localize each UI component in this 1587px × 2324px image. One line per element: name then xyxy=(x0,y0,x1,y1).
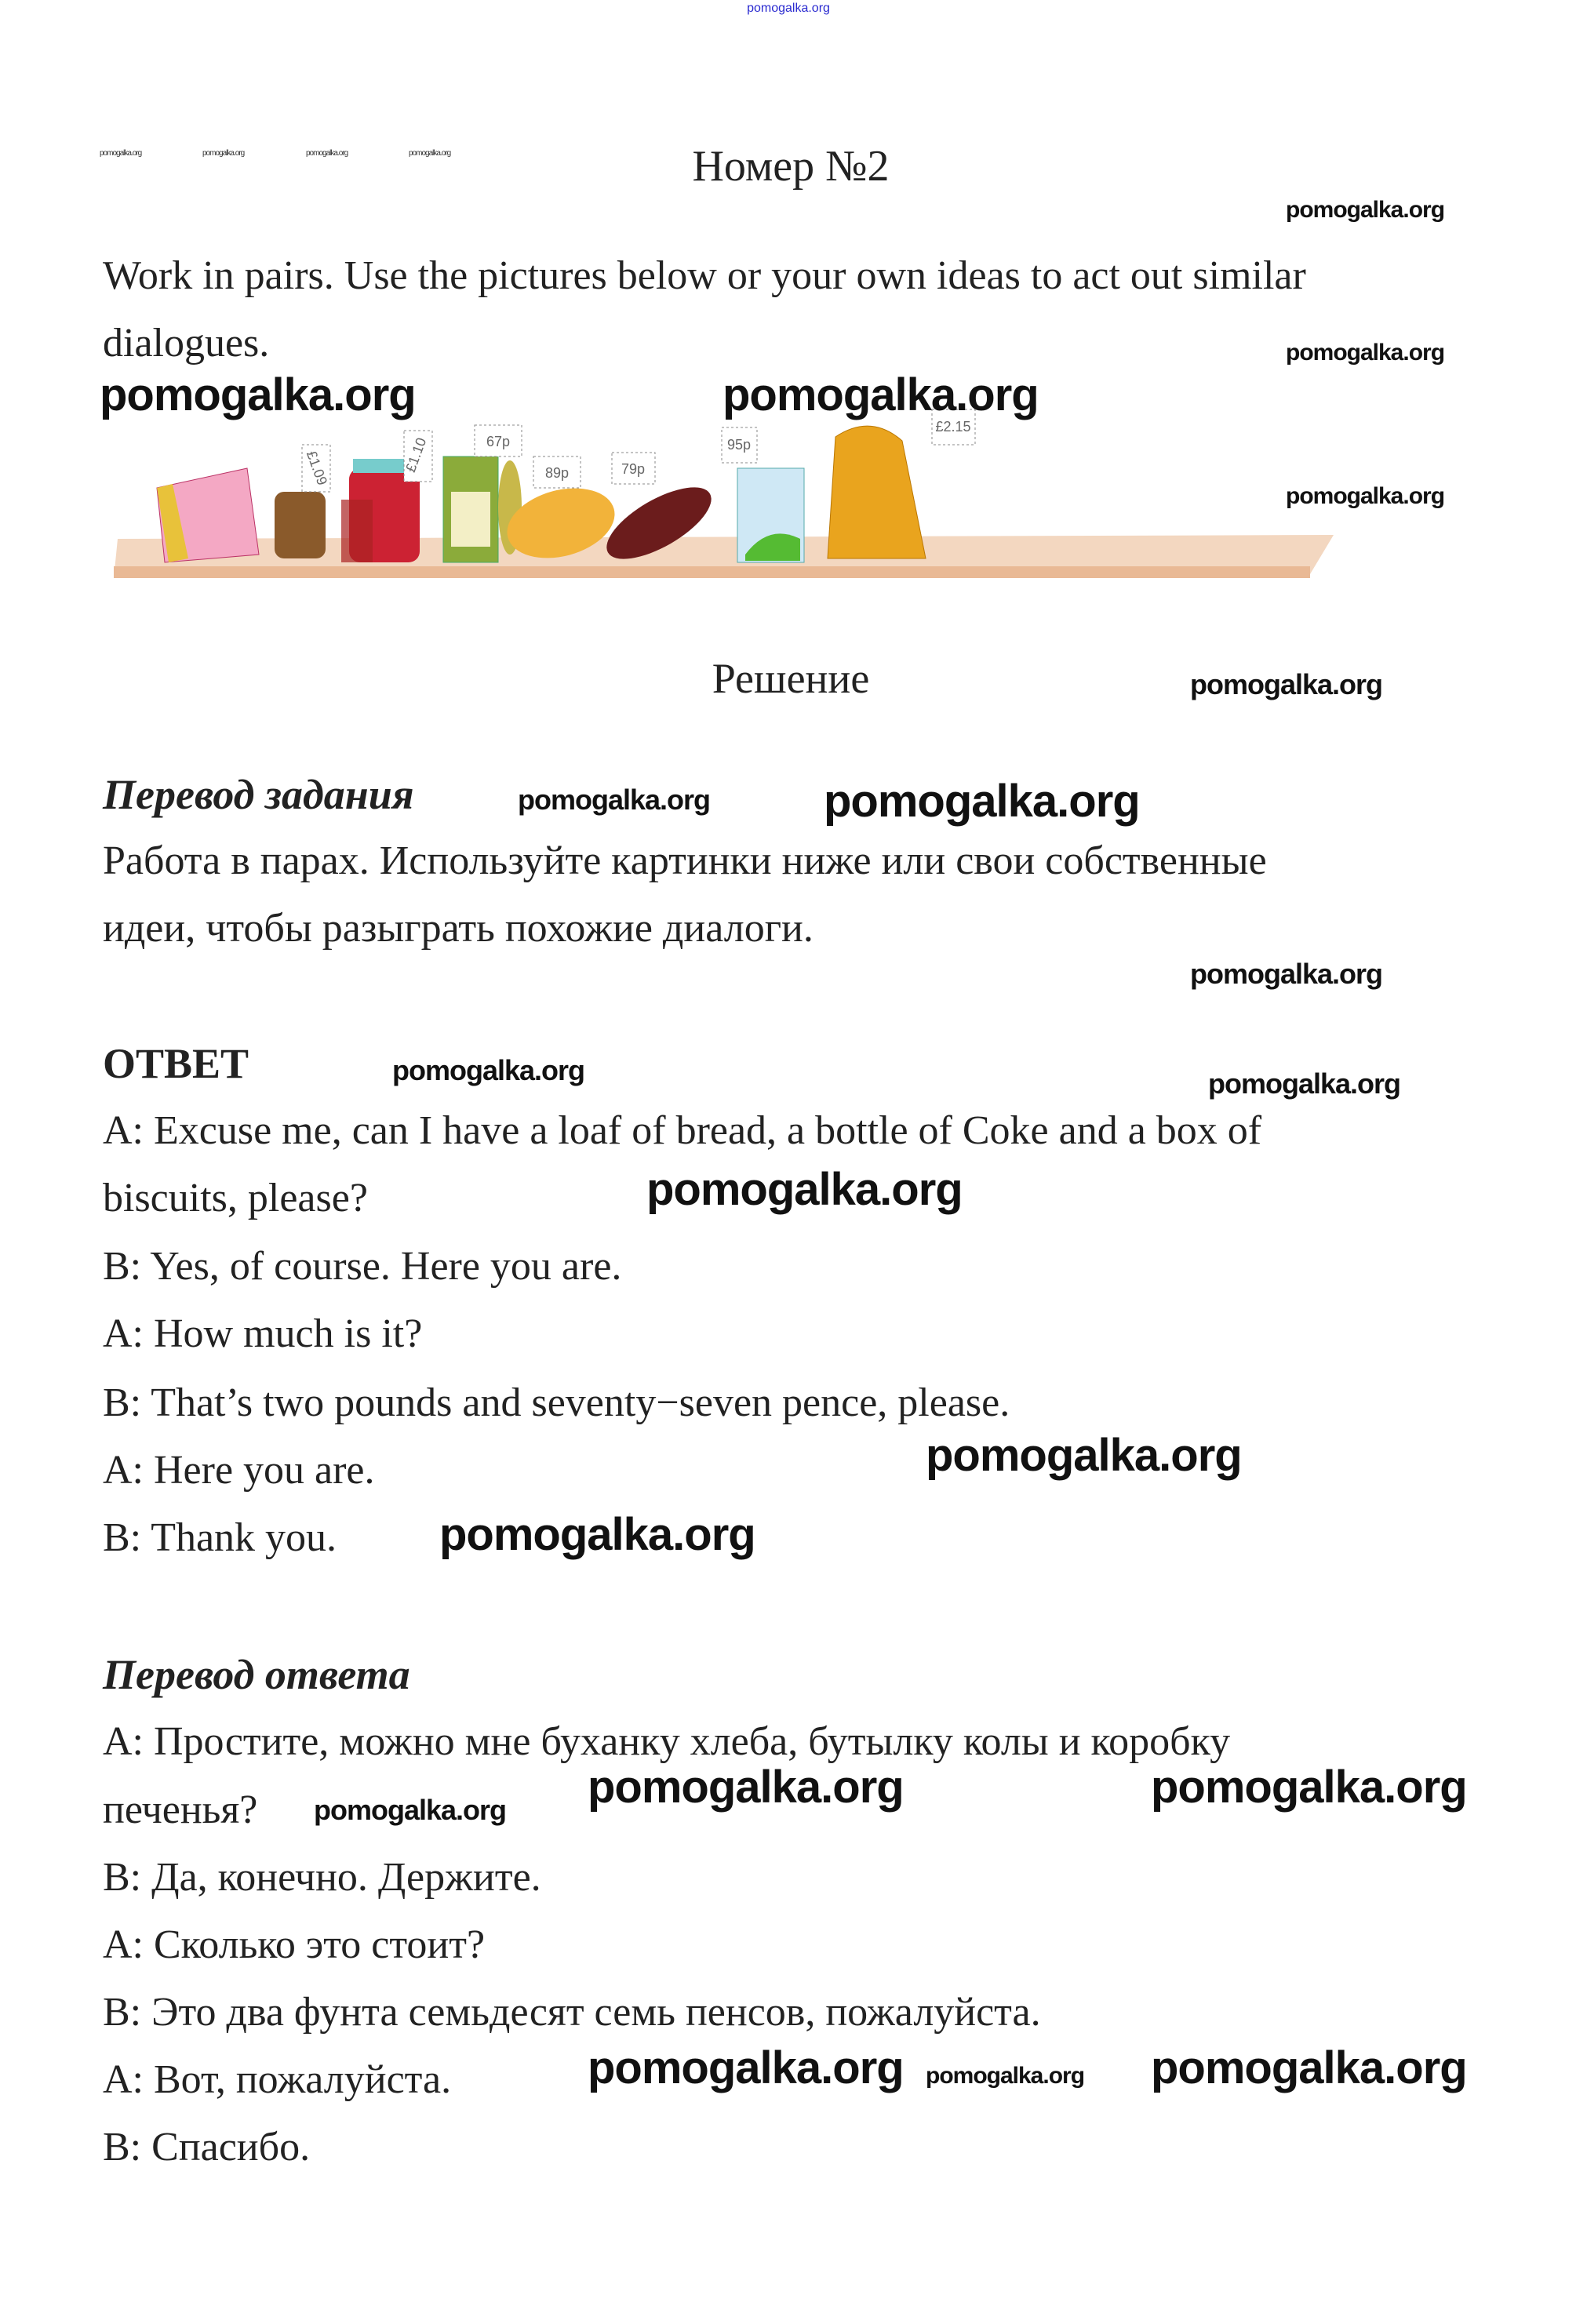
translation-line: B: Спасибо. xyxy=(103,2125,311,2169)
task-translation-heading: Перевод задания xyxy=(103,771,414,818)
task-text-line1: Work in pairs. Use the pictures below or your own ideas to act out similar xyxy=(103,253,1306,298)
watermark: pomogalka.org xyxy=(100,149,142,158)
watermark: pomogalka.org xyxy=(1208,1067,1401,1100)
price-tag-label: 95p xyxy=(726,437,752,453)
translation-line: A: Вот, пожалуйста. xyxy=(103,2057,452,2102)
answer-line: A: How much is it? xyxy=(103,1311,423,1356)
answer-line: B: That’s two pounds and seventy−seven pence, please. xyxy=(103,1380,1010,1425)
beans-can xyxy=(443,456,522,562)
watermark: pomogalka.org xyxy=(439,1509,755,1560)
watermark: pomogalka.org xyxy=(1286,340,1445,366)
price-tag-label: 79p xyxy=(621,461,646,477)
watermark: pomogalka.org xyxy=(1286,197,1445,223)
task-text-line2: dialogues. xyxy=(103,321,270,366)
task-translation-line2: идеи, чтобы разыграть похожие диалоги. xyxy=(103,906,814,951)
answer-line: A: Here you are. xyxy=(103,1448,375,1493)
watermark: pomogalka.org xyxy=(1190,668,1383,700)
watermark: pomogalka.org xyxy=(202,149,245,158)
page-title: Номер №2 xyxy=(692,142,890,191)
watermark: pomogalka.org xyxy=(409,149,451,158)
price-tag-label: 89p xyxy=(544,465,570,481)
watermark: pomogalka.org xyxy=(646,1164,963,1215)
translation-line: A: Сколько это стоит? xyxy=(103,1922,486,1967)
translation-line: B: Это два фунта семьдесят семь пенсов, пожалуйста. xyxy=(103,1990,1041,2035)
watermark: pomogalka.org xyxy=(1151,2042,1467,2093)
top-site-link[interactable]: pomogalka.org xyxy=(747,2,830,15)
price-tag-label: 67p xyxy=(486,434,511,449)
translation-line: печенья? xyxy=(103,1788,258,1832)
translation-line: B: Да, конечно. Держите. xyxy=(103,1855,541,1900)
answer-line: B: Yes, of course. Here you are. xyxy=(103,1244,622,1289)
milk-carton xyxy=(737,468,804,562)
task-translation-line1: Работа в парах. Используйте картинки ниже или свои собственные xyxy=(103,838,1267,883)
watermark: pomogalka.org xyxy=(1190,958,1383,990)
watermark: pomogalka.org xyxy=(1286,483,1445,509)
translation-line: A: Простите, можно мне буханку хлеба, бутылку колы и коробку xyxy=(103,1719,1231,1764)
watermark: pomogalka.org xyxy=(926,2063,1085,2089)
answer-line: B: Thank you. xyxy=(103,1515,337,1560)
watermark: pomogalka.org xyxy=(1151,1762,1467,1813)
solution-label: Решение xyxy=(712,655,870,702)
potato-bag xyxy=(828,426,926,558)
answer-line: biscuits, please? xyxy=(103,1176,368,1220)
answer-heading: ОТВЕТ xyxy=(103,1040,249,1087)
price-tag-label: £1.09 xyxy=(303,449,331,488)
answer-line: A: Excuse me, can I have a loaf of bread, a bottle of Coke and a box of xyxy=(103,1108,1262,1153)
watermark: pomogalka.org xyxy=(588,2042,904,2093)
price-tag-label: £2.15 xyxy=(935,419,971,435)
watermark: pomogalka.org xyxy=(392,1054,585,1086)
watermark: pomogalka.org xyxy=(926,1430,1242,1481)
watermark: pomogalka.org xyxy=(314,1794,507,1826)
watermark: pomogalka.org xyxy=(588,1762,904,1813)
watermark: pomogalka.org xyxy=(824,776,1140,827)
answer-translation-heading: Перевод ответа xyxy=(103,1651,410,1698)
biscuit-box xyxy=(157,468,326,562)
watermark: pomogalka.org xyxy=(100,369,416,420)
watermark: pomogalka.org xyxy=(723,369,1039,420)
price-tag-label: £1.10 xyxy=(402,435,430,475)
watermark: pomogalka.org xyxy=(518,784,711,816)
watermark: pomogalka.org xyxy=(306,149,348,158)
